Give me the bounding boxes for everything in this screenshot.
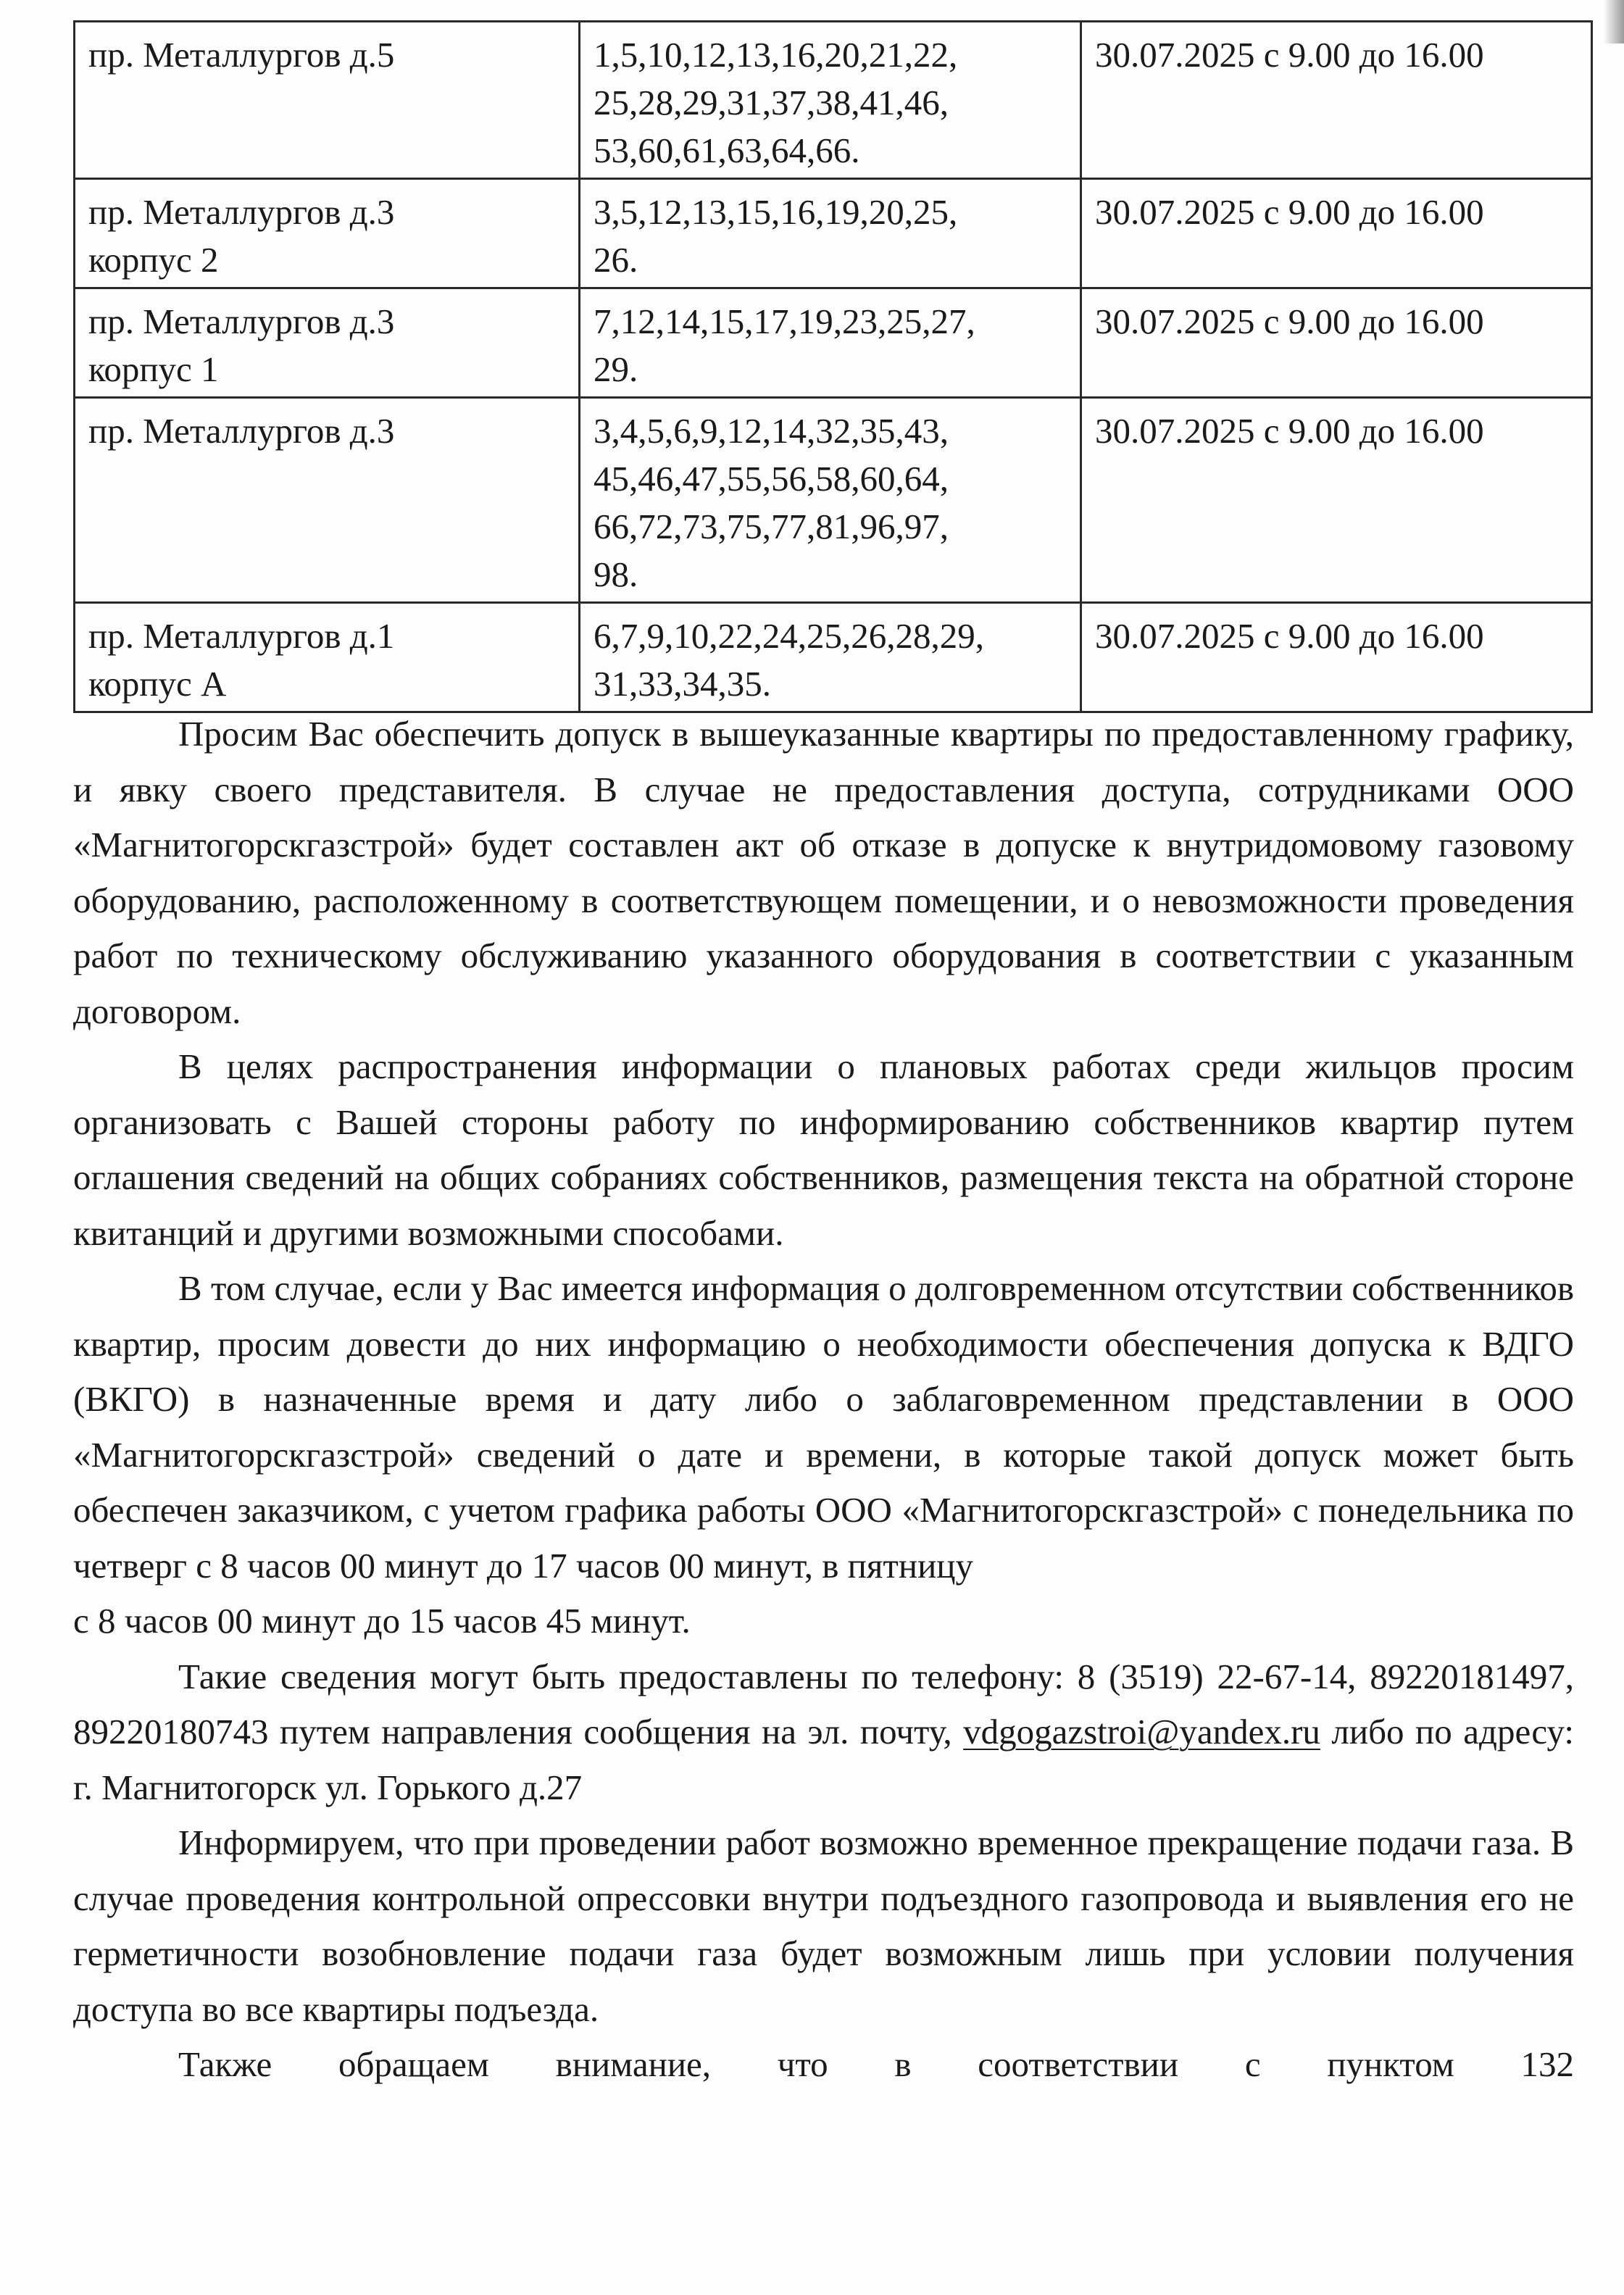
paragraph-gas-interruption: Информируем, что при проведении работ возможно временное прекращение подачи газа. В случае проведения контрольной опрессовки внутри подъездного газопровода и выявления его не герметичности возобновление подачи газа будет возможным лишь при условии получения доступа во все квартиры подъезда. xyxy=(73,1823,1574,2029)
paragraph-absent-owners-tail: с 8 часов 00 минут до 15 часов 45 минут. xyxy=(73,1601,691,1641)
address-cell xyxy=(75,179,580,288)
apartments-cell xyxy=(580,398,1081,603)
paragraph-informing-residents: В целях распространения информации о плановых работах среди жильцов просим организовать с Вашей стороны работу по информированию собственников квартир путем оглашения сведений на общих собраниях собственников, размещения текста на обратной стороне квитанций и другими возможными способами. xyxy=(73,1046,1574,1253)
apartments-line: 7,12,14,15,17,19,23,25,27, xyxy=(594,301,975,341)
apartments-line: 26. xyxy=(594,240,638,280)
apartments-line: 45,46,47,55,56,58,60,64, xyxy=(594,459,949,499)
address-line: корпус 2 xyxy=(88,240,219,280)
address-line: корпус А xyxy=(88,664,227,704)
table-row xyxy=(75,288,1592,398)
address-cell xyxy=(75,22,580,179)
apartments-line: 25,28,29,31,37,38,41,46, xyxy=(594,83,949,122)
datetime-text: 30.07.2025 с 9.00 до 16.00 xyxy=(1095,301,1484,341)
paragraph-attention-note: Также обращаем внимание, что в соответствии с пунктом 132 xyxy=(178,2044,1574,2084)
datetime-text: 30.07.2025 с 9.00 до 16.00 xyxy=(1095,35,1484,75)
paragraph-contacts xyxy=(73,1649,1574,1816)
scan-edge-shadow xyxy=(1604,0,1624,43)
address-line: корпус 1 xyxy=(88,349,219,389)
contacts-text: Такие сведения могут быть предоставлены по телефону: 8 (3519) 22-67-14, 89220181497, 89220180743 путем направления сообщения на эл. почту, xyxy=(73,1656,1574,1752)
paragraph-access-request: Просим Вас обеспечить допуск в вышеуказанные квартиры по предоставленному графику, и явку своего представителя. В случае не предоставления доступа, сотрудниками ООО «Магнитогорскгазстрой» будет составлен акт об отказе в допуске к внутридомовому газовому оборудованию, расположенному в соответствующем помещении, и о невозможности проведения работ по техническому обслуживанию указанного оборудования в соответствии с указанным договором. xyxy=(73,714,1574,1031)
address-line: пр. Металлургов д.1 xyxy=(88,616,395,656)
paragraph-absent-owners: В том случае, если у Вас имеется информация о долговременном отсутствии собственников квартир, просим довести до них информацию о необходимости обеспечения допуска к ВДГО (ВКГО) в назначенные время и дату либо о заблаговременном представлении в ООО «Магнитогорскгазстрой» сведений о дате и времени, в которые такой допуск может быть обеспечен заказчиком, с учетом графика работы ООО «Магнитогорскгазстрой» с понедельника по четверг с 8 часов 00 минут до 17 часов 00 минут, в пятницу xyxy=(73,1268,1574,1586)
datetime-cell xyxy=(1081,179,1592,288)
apartments-line: 31,33,34,35. xyxy=(594,664,771,704)
apartments-line: 53,60,61,63,64,66. xyxy=(594,130,860,170)
address-cell xyxy=(75,288,580,398)
apartments-cell xyxy=(580,22,1081,179)
table-row xyxy=(75,603,1592,712)
schedule-table xyxy=(73,20,1593,713)
datetime-cell xyxy=(1081,288,1592,398)
address-line: пр. Металлургов д.5 xyxy=(88,35,395,75)
apartments-cell xyxy=(580,288,1081,398)
datetime-text: 30.07.2025 с 9.00 до 16.00 xyxy=(1095,411,1484,451)
datetime-text: 30.07.2025 с 9.00 до 16.00 xyxy=(1095,192,1484,232)
apartments-line: 6,7,9,10,22,24,25,26,28,29, xyxy=(594,616,984,656)
address-line: пр. Металлургов д.3 xyxy=(88,192,395,232)
apartments-line: 3,5,12,13,15,16,19,20,25, xyxy=(594,192,958,232)
letter-body xyxy=(73,707,1574,2093)
apartments-line: 66,72,73,75,77,81,96,97, xyxy=(594,507,949,546)
apartments-cell xyxy=(580,603,1081,712)
address-cell xyxy=(75,603,580,712)
address-line: пр. Металлургов д.3 xyxy=(88,411,395,451)
apartments-cell xyxy=(580,179,1081,288)
address-cell xyxy=(75,398,580,603)
apartments-line: 1,5,10,12,13,16,20,21,22, xyxy=(594,35,958,75)
datetime-cell xyxy=(1081,22,1592,179)
apartments-line: 98. xyxy=(594,554,638,594)
contacts-address-text: либо по адресу: г. Магнитогорск ул. Горького д.27 xyxy=(73,1712,1574,1807)
table-row xyxy=(75,22,1592,179)
apartments-line: 29. xyxy=(594,349,638,389)
address-line: пр. Металлургов д.3 xyxy=(88,301,395,341)
datetime-text: 30.07.2025 с 9.00 до 16.00 xyxy=(1095,616,1484,656)
table-row xyxy=(75,179,1592,288)
datetime-cell xyxy=(1081,398,1592,603)
apartments-line: 3,4,5,6,9,12,14,32,35,43, xyxy=(594,411,949,451)
table-row xyxy=(75,398,1592,603)
email-link[interactable]: vdgogazstroi@yandex.ru xyxy=(963,1712,1320,1752)
datetime-cell xyxy=(1081,603,1592,712)
